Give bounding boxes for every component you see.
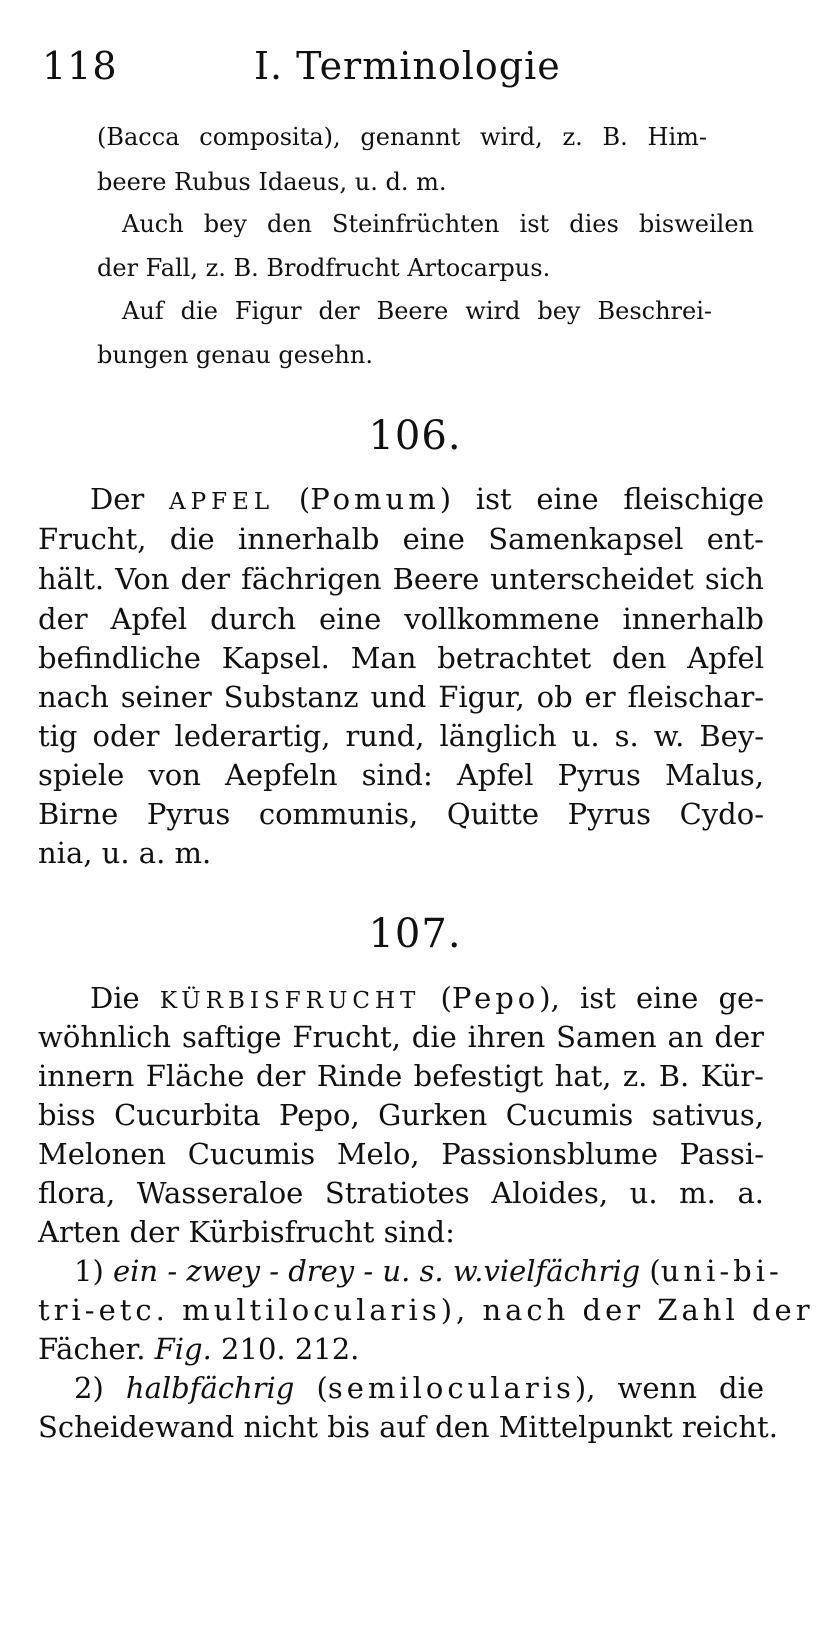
text-line: befindliche Kapsel. Man betrachtet den Apfel	[38, 641, 764, 675]
text-line: der Apfel durch eine vollkommene innerhalb	[38, 602, 764, 636]
list-item-2-continued: Scheidewand nicht bis auf den Mittelpunkt reicht.	[38, 1410, 778, 1444]
text-line: der Fall, z. B. Brodfrucht Artocarpus.	[97, 254, 551, 282]
text-line: Auf die Figur der Beere wird bey Beschrei-	[122, 297, 712, 325]
text-line: nia, u. a. m.	[38, 836, 212, 870]
page-number: 118	[42, 44, 118, 88]
text-line: hält. Von der fächrigen Beere unterscheidet sich	[38, 562, 764, 596]
page-header	[42, 44, 797, 94]
text-line: Arten der Kürbisfrucht sind:	[38, 1215, 455, 1249]
text-line: Melonen Cucumis Melo, Passionsblume Passi-	[38, 1137, 764, 1171]
latin-term: Pomum	[310, 482, 440, 516]
text-line: flora, Wasseraloe Stratiotes Aloides, u. m. a.	[38, 1176, 764, 1210]
text-line: spiele von Aepfeln sind: Apfel Pyrus Malus,	[38, 758, 764, 792]
text-line: Der APFEL (Pomum) ist eine fleischige	[90, 482, 764, 516]
section-number-107: 107.	[368, 911, 462, 957]
text-line: innern Fläche der Rinde befestigt hat, z. B. Kür-	[38, 1059, 764, 1093]
list-item-1-figures: Fächer. Fig. 210. 212.	[38, 1332, 360, 1366]
text-line: wöhnlich saftige Frucht, die ihren Samen an der	[38, 1020, 764, 1054]
text-line: Auch bey den Steinfrüchten ist dies bisweilen	[122, 210, 754, 238]
text-line: nach seiner Substanz und Figur, ob er fleischar-	[38, 680, 764, 714]
list-item-2: 2) halbfächrig (semilocularis), wenn die	[74, 1371, 765, 1405]
term-apfel: APFEL	[169, 489, 275, 515]
text-line: (Bacca composita), genannt wird, z. B. Him-	[97, 123, 707, 151]
text-line: Frucht, die innerhalb eine Samenkapsel ent-	[38, 522, 764, 556]
term-kuerbisfrucht: KÜRBISFRUCHT	[159, 988, 421, 1014]
section-number-106: 106.	[368, 413, 462, 459]
latin-term: Pepo	[451, 981, 540, 1015]
text-line: bungen genau gesehn.	[97, 341, 373, 369]
text-line: tig oder lederartig, rund, länglich u. s. w. Bey-	[38, 719, 764, 753]
text-line: beere Rubus Idaeus, u. d. m.	[97, 168, 447, 196]
text-line: Die KÜRBISFRUCHT (Pepo), ist eine ge-	[90, 981, 764, 1015]
text-line: Birne Pyrus communis, Quitte Pyrus Cydo-	[38, 797, 764, 831]
running-head: I. Terminologie	[254, 44, 561, 88]
list-item-1-continued: tri-etc. multilocularis), nach der Zahl der	[38, 1293, 814, 1327]
list-item-1: 1) ein - zwey - drey - u. s. w.vielfächrig (uni-bi-	[74, 1254, 783, 1288]
text-line: biss Cucurbita Pepo, Gurken Cucumis sativus,	[38, 1098, 764, 1132]
